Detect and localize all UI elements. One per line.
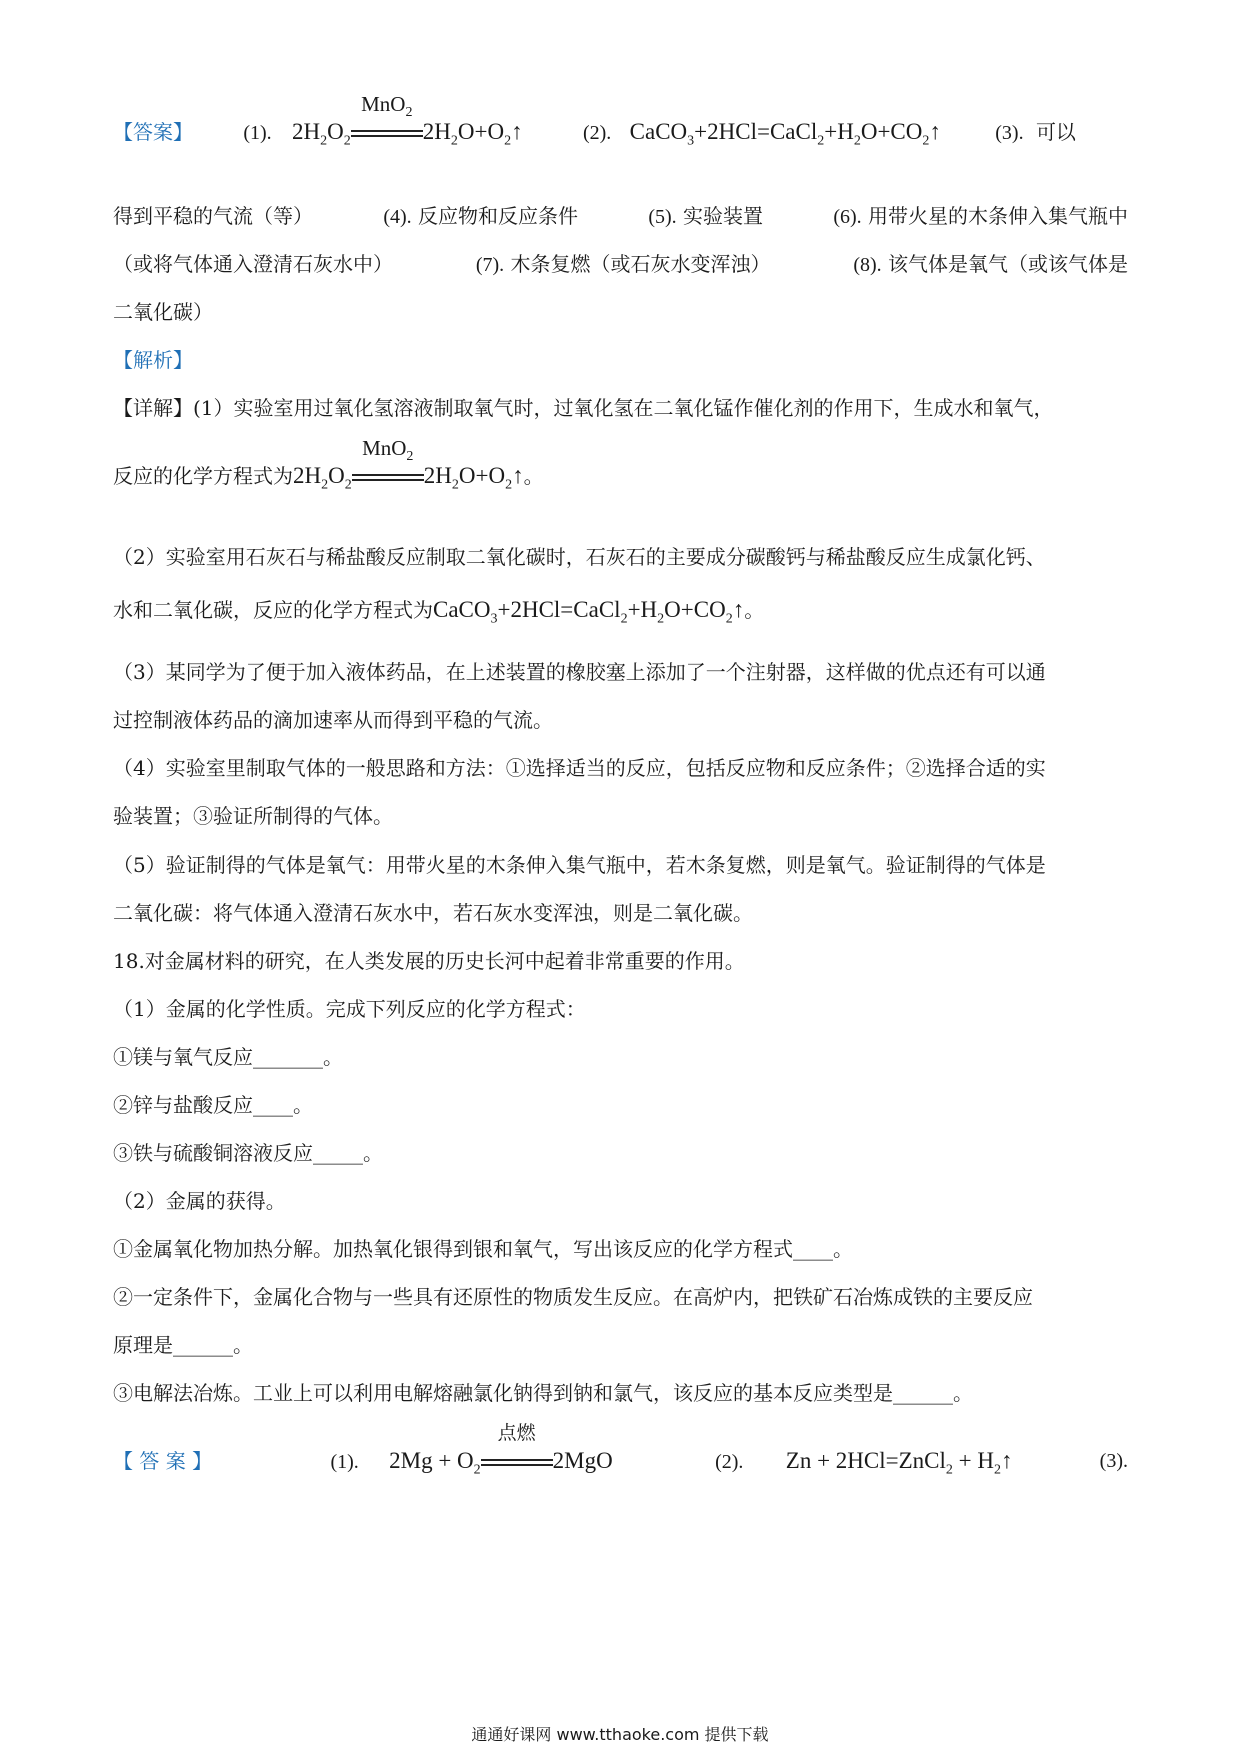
- answer18-tag: 【 答 案 】: [113, 1449, 213, 1473]
- equation-caco3-repeat: $CaCO_3+2HCl=CaCl_2+H_2O+CO_2↑$: [433, 597, 745, 627]
- question-18-stem: 18.对金属材料的研究，在人类发展的历史长河中起着非常重要的作用。: [113, 949, 745, 973]
- answer-tag: 【答案】: [113, 120, 193, 144]
- equation-caco3: $CaCO_3+2HCl=CaCl_2+H_2O+CO_2↑$: [629, 119, 941, 149]
- answer17-line1: 【答案】 (1). $2H_2O_2$ MnO$_2$ $2H_2O+O_2↑$ (2). $CaCO_3+2HCl=CaCl_2+H_2O+CO_2↑$ (3). 可以: [113, 92, 1076, 149]
- answer17-line3: （或将气体通入澄清石灰水中） (7). 木条复燃（或石灰水变浑浊） (8). 该气体是氧气（或该气体是: [113, 252, 1128, 276]
- analysis-p1b: 反应的化学方程式为$2H_2O_2$ MnO$_2$ $2H_2O+O_2↑$。: [113, 436, 544, 493]
- footer-credit: 通通好课网 www.tthaoke.com 提供下载: [471, 1725, 769, 1744]
- analysis-tag: 【解析】: [113, 348, 193, 372]
- equation-h2o2-repeat: $2H_2O_2$ MnO$_2$ $2H_2O+O_2↑$: [293, 436, 524, 493]
- answer18-line1: 【 答 案 】 (1). $2Mg + O_2$ 点燃 2MgO (2). Zn + 2HCl=ZnCl$_2$ + $H_2↑$ (3).: [113, 1422, 1128, 1478]
- analysis-p2b: 水和二氧化碳，反应的化学方程式为$CaCO_3+2HCl=CaCl_2+H_2O+CO_2↑$。: [113, 597, 765, 627]
- document-page: 【答案】 (1). $2H_2O_2$ MnO$_2$ $2H_2O+O_2↑$ (2). $CaCO_3+2HCl=CaCl_2+H_2O+CO_2↑$ (3). 可以 得到平稳的气流（等） (4). 反应物和反应条件 (5). 实验装置 (6). 用带火星的木条伸入集气瓶中 （或将气体通入澄清石灰水中） (7). 木条复燃（或石灰水变浑浊） (8). 该气体是氧气（或该气体是 二氧化碳） 【解析】 【详解】(1）实验室用过氧化氢溶液制取氧气时，过氧化氢在二氧化锰作催化剂的作用下，生成水和氧气， 反应的化学方程式为$2H_2O_2$ MnO$_2$ $2H_2O+O_2↑$。 （2）实验室用石灰石与稀盐酸反应制取二氧化碳时，石灰石的主要成分碳酸钙与稀盐酸反应生成氯化钙、 水和二氧化碳，反应的化学方程式为$CaCO_3+2HCl=CaCl_2+H_2O+CO_2↑$。 （3）某同学为了便于加入液体药品，在上述装置的橡胶塞上添加了一个注射器，这样做的优点还有可以通 过控制液体药品的滴加速率从而得到平稳的气流。 （4）实验室里制取气体的一般思路和方法：①选择适当的反应，包括反应物和反应条件；②选择合适的实 验装置；③验证所制得的气体。 （5）验证制得的气体是氧气：用带火星的木条伸入集气瓶中，若木条复燃，则是氧气。验证制得的气体是 二氧化碳：将气体通入澄清石灰水中，若石灰水变浑浊，则是二氧化碳。 18.对金属材料的研究，在人类发展的历史长河中起着非常重要的作用。 （1）金属的化学性质。完成下列反应的化学方程式： ①镁与氧气反应_______。 ②锌与盐酸反应____。 ③铁与硫酸铜溶液反应_____。 （2）金属的获得。 ①金属氧化物加热分解。加热氧化银得到银和氧气，写出该反应的化学方程式____。 ②一定条件下，金属化合物与一些具有还原性的物质发生反应。在高炉内，把铁矿石冶炼成铁的主要反应 原理是______。 ③电解法冶炼。工业上可以利用电解熔融氯化钠得到钠和氯气，该反应的基本反应类型是______。 【 答 案 】 (1). $2Mg + O_2$ 点燃 2MgO (2). Zn + 2HCl=ZnCl$_2$ + $H_2↑$ (3).: [0, 0, 1240, 1754]
- equation-zn-hcl: Zn + 2HCl=ZnCl$_2$ + $H_2↑$: [785, 1448, 1013, 1478]
- analysis-p1: 【详解】(1）实验室用过氧化氢溶液制取氧气时，过氧化氢在二氧化锰作催化剂的作用下，生成水和氧气，: [113, 396, 1054, 420]
- catalyst-arrow: MnO$_2$: [351, 118, 423, 146]
- equation-h2o2: $2H_2O_2$ MnO$_2$ $2H_2O+O_2↑$: [292, 92, 523, 149]
- equation-mg-o2: $2Mg + O_2$ 点燃 2MgO: [389, 1422, 613, 1478]
- answer17-line2: 得到平稳的气流（等） (4). 反应物和反应条件 (5). 实验装置 (6). 用带火星的木条伸入集气瓶中: [113, 204, 1128, 228]
